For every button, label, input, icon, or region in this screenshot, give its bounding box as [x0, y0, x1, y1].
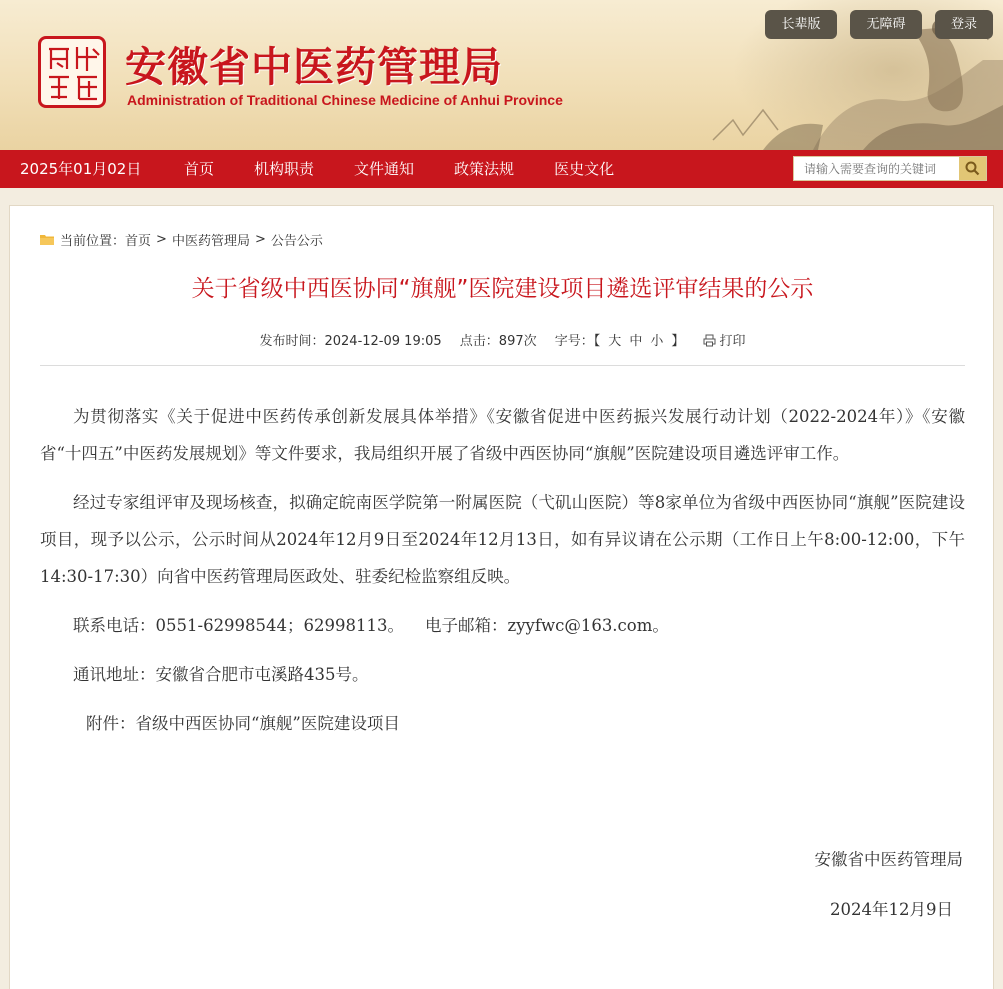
- search-icon: [965, 161, 980, 176]
- contact-info: 联系电话：0551-62998544；62998113。 电子邮箱：zyyfwc@163.com。: [73, 616, 669, 635]
- site-header: [0, 0, 1003, 150]
- article-meta: [10, 330, 995, 349]
- breadcrumb-label: 当前位置：: [60, 234, 126, 249]
- logo-seal: [38, 36, 106, 108]
- site-subtitle: Administration of Traditional Chinese Medicine of Anhui Province: [127, 92, 563, 108]
- printer-icon: [703, 334, 716, 347]
- view-count: 点击：897次: [459, 334, 537, 349]
- site-title: 安徽省中医药管理局: [125, 43, 503, 91]
- article-paragraph: 为贯彻落实《关于促进中医药传承创新发展具体举措》《安徽省促进中医药振兴发展行动计划（2022-2024年）》《安徽省“十四五”中医药发展规划》等文件要求，我局组织开展了省级中西医协同“旗舰”医院建设项目遴选评审工作。: [40, 407, 965, 463]
- nav-item-notices[interactable]: 文件通知: [354, 160, 415, 178]
- breadcrumb-announcements[interactable]: 公告公示: [270, 234, 323, 249]
- breadcrumb: [40, 230, 323, 249]
- article-title: 关于省级中西医协同“旗舰”医院建设项目遴选评审结果的公示: [191, 276, 814, 302]
- nav-item-policies[interactable]: 政策法规: [454, 160, 515, 178]
- breadcrumb-separator: >: [254, 232, 266, 247]
- search-box: [793, 156, 987, 181]
- nav-item-history[interactable]: 医史文化: [554, 160, 615, 178]
- font-size-small[interactable]: 小: [650, 334, 664, 349]
- accessibility-button[interactable]: 无障碍: [850, 10, 922, 39]
- attachment-link[interactable]: 附件：省级中西医协同“旗舰”医院建设项目: [86, 714, 400, 733]
- breadcrumb-bureau[interactable]: 中医药管理局: [171, 234, 250, 249]
- search-input[interactable]: [794, 157, 960, 180]
- top-buttons: [765, 10, 993, 39]
- elder-mode-button[interactable]: 长辈版: [765, 10, 837, 39]
- article-paragraph: 经过专家组评审及现场核查，拟确定皖南医学院第一附属医院（弋矶山医院）等8家单位为省级中西医协同“旗舰”医院建设项目，现予以公示，公示时间从2024年12月9日至2024年12月13日，如有异议请在公示期（工作日上午8:00-12:00，下午14:30-17:30）向省中医药管理局医政处、驻委纪检监察组反映。: [40, 493, 965, 586]
- breadcrumb-home[interactable]: 首页: [125, 234, 152, 249]
- print-button[interactable]: 打印: [703, 334, 746, 349]
- nav-item-home[interactable]: 首页: [184, 160, 215, 178]
- font-size-control: 字号：【 大 中 小 】: [554, 334, 685, 349]
- folder-icon: [40, 234, 54, 245]
- address-info: 通讯地址：安徽省合肥市屯溪路435号。: [73, 665, 369, 684]
- publish-time: 发布时间：2024-12-09 19:05: [259, 334, 442, 349]
- nav-items: [164, 150, 634, 188]
- search-button[interactable]: [959, 157, 986, 180]
- font-size-medium[interactable]: 中: [629, 334, 643, 349]
- login-button[interactable]: 登录: [935, 10, 993, 39]
- nav-item-institution[interactable]: 机构职责: [254, 160, 315, 178]
- font-size-large[interactable]: 大: [608, 334, 622, 349]
- signature: 安徽省中医药管理局: [814, 850, 963, 869]
- divider: [40, 365, 965, 366]
- breadcrumb-separator: >: [156, 232, 167, 247]
- nav-date: 2025年01月02日: [20, 160, 142, 178]
- article-container: [9, 205, 994, 989]
- signature-date: 2024年12月9日: [830, 900, 953, 919]
- article-body: [40, 398, 965, 742]
